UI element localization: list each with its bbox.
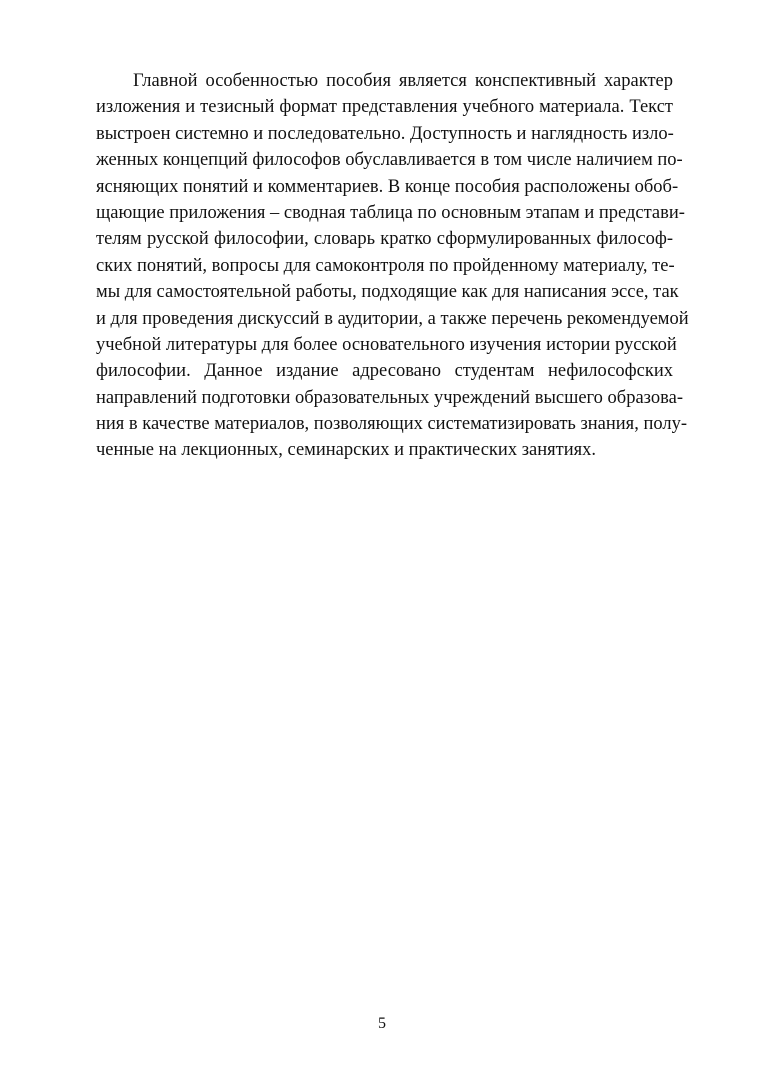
page-number: 5: [378, 1015, 386, 1032]
paragraph-line: учебной литературы для более основательного изучения истории русской: [96, 334, 677, 355]
paragraph-line: философии. Данное издание адресовано студентам нефилософских: [96, 361, 673, 382]
paragraph-line: ясняющих понятий и комментариев. В конце пособия расположены обоб-: [96, 176, 679, 197]
paragraph-line: Главной особенностью пособия является конспективный характер: [133, 71, 673, 91]
paragraph-line: изложения и тезисный формат представления учебного материала. Текст: [96, 97, 673, 118]
paragraph-line: мы для самостоятельной работы, подходящие как для написания эссе, так: [96, 282, 679, 303]
paragraph-line: телям русской философии, словарь кратко сформулированных философ-: [96, 229, 673, 250]
paragraph-line: ских понятий, вопросы для самоконтроля по пройденному материалу, те-: [96, 255, 675, 276]
paragraph-line: щающие приложения – сводная таблица по основным этапам и представи-: [96, 202, 685, 223]
paragraph-line: ния в качестве материалов, позволяющих систематизировать знания, полу-: [96, 414, 687, 435]
paragraph-line: ченные на лекционных, семинарских и практических занятиях.: [96, 440, 596, 461]
paragraph-line: направлений подготовки образовательных учреждений высшего образова-: [96, 387, 683, 408]
paragraph-line: выстроен системно и последовательно. Доступность и наглядность изло-: [96, 123, 674, 144]
paragraph-line: женных концепций философов обуславливается в том числе наличием по-: [96, 150, 683, 171]
body-paragraph: [96, 68, 689, 464]
paragraph-line: и для проведения дискуссий в аудитории, а также перечень рекомендуемой: [96, 308, 689, 329]
